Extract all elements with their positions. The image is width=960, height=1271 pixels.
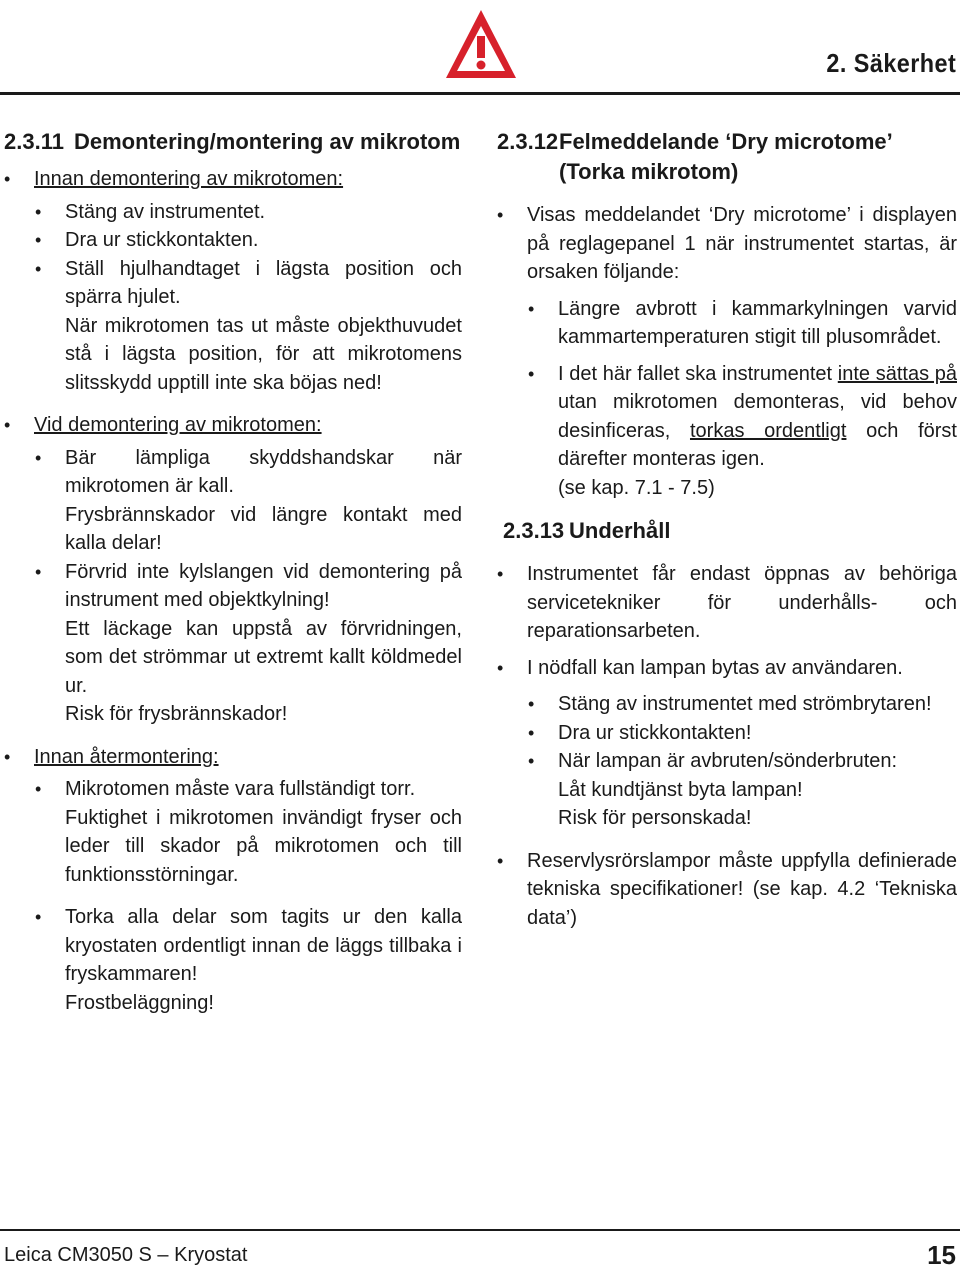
- section-number: 2.3.11: [4, 129, 64, 154]
- page-number: 15: [927, 1240, 956, 1270]
- paragraph: När mikrotomen tas ut måste objekthuvudet stå i lägsta position, för att mikrotomens slitsskydd upptill inte ska böjas ned!: [65, 314, 462, 394]
- bullet-icon: •: [528, 298, 535, 319]
- footer-product: Leica CM3050 S – Kryostat: [4, 1244, 248, 1266]
- list-item: • Stäng av instrumentet.: [4, 198, 462, 227]
- list-item: • Mikrotomen måste vara fullständigt torr.: [4, 775, 462, 804]
- bullet-icon: •: [35, 258, 42, 279]
- list-item: • Instrumentet får endast öppnas av behöriga servicetekniker för underhålls- och reparationsarbeten.: [497, 560, 957, 646]
- list-item: • Innan demontering av mikrotomen:: [4, 165, 462, 194]
- bullet-icon: •: [35, 230, 42, 250]
- header-rule: [0, 92, 960, 95]
- paragraph: Risk för personskada!: [558, 807, 752, 829]
- list-item: • I det här fallet ska instrumentet inte sättas på utan mikrotomen demonteras, vid behov desinficeras, torkas ordentligt och först därefter monteras igen.: [497, 360, 957, 474]
- bullet-icon: •: [4, 746, 11, 767]
- warning-triangle-icon: [443, 6, 519, 82]
- section-heading: Demontering/montering av mikrotom: [74, 129, 461, 154]
- list-item: • Vid demontering av mikrotomen:: [4, 411, 462, 440]
- bullet-icon: •: [528, 363, 535, 384]
- list-item: • Stäng av instrumentet med strömbrytaren!: [497, 690, 957, 719]
- bullet-icon: •: [4, 415, 11, 435]
- section-subheading: (Torka mikrotom): [559, 159, 739, 184]
- list-item: • Förvrid inte kylslangen vid demontering på instrument med objektkylning!: [4, 558, 462, 615]
- list-item: • Bär lämpliga skyddshandskar när mikrotomen är kall.: [4, 444, 462, 501]
- right-column: [497, 127, 957, 932]
- bullet-icon: •: [528, 694, 535, 714]
- paragraph: Låt kundtjänst byta lampan!: [558, 778, 803, 801]
- bullet-icon: •: [35, 201, 42, 222]
- bullet-icon: •: [497, 205, 504, 225]
- bullet-icon: •: [497, 850, 504, 871]
- section-2-3-13-title: [497, 516, 957, 546]
- section-2-3-11-title: [4, 127, 462, 157]
- list-item: • Innan återmontering:: [4, 743, 462, 772]
- bullet-icon: •: [528, 722, 535, 743]
- list-item: • Dra ur stickkontakten!: [497, 719, 957, 748]
- list-item: • Torka alla delar som tagits ur den kalla kryostaten ordentligt innan de läggs tillbaka i fryskammaren!: [4, 903, 462, 989]
- bullet-icon: •: [528, 751, 535, 771]
- paragraph: Frostbeläggning!: [65, 991, 214, 1014]
- section-header: 2. Säkerhet: [826, 48, 956, 78]
- list-item: • Dra ur stickkontakten.: [4, 226, 462, 255]
- paragraph: Ett läckage kan uppstå av förvridningen, som det strömmar ut extremt kallt köldmedel ur.: [65, 617, 462, 697]
- emphasis-underline: torkas ordentligt: [689, 419, 847, 442]
- bullet-icon: •: [497, 564, 504, 584]
- footer-rule: [0, 1229, 960, 1231]
- section-number: 2.3.13: [503, 518, 565, 543]
- emphasis-underline: inte sättas på: [837, 362, 957, 385]
- list-item: • I nödfall kan lampan bytas av användaren.: [497, 654, 957, 683]
- bullet-icon: •: [35, 779, 42, 799]
- section-2-3-12-title: [497, 127, 957, 187]
- list-item: • Visas meddelandet ‘Dry microtome’ i displayen på reglagepanel 1 när instrumentet startas, är orsaken följande:: [497, 201, 957, 287]
- section-heading: Underhåll: [569, 518, 671, 543]
- paragraph: Risk för frysbrännskador!: [65, 703, 288, 725]
- paragraph: Frysbrännskador vid längre kontakt med kalla delar!: [65, 503, 462, 554]
- section-heading: Felmeddelande ‘Dry microtome’: [559, 129, 893, 154]
- bullet-icon: •: [35, 447, 42, 468]
- list-item: • Längre avbrott i kammarkylningen varvid kammartemperaturen stigit till plusområdet.: [497, 295, 957, 352]
- cross-reference: (se kap. 7.1 - 7.5): [558, 476, 715, 499]
- bullet-icon: •: [35, 907, 42, 927]
- section-number: 2.3.12: [497, 129, 559, 154]
- paragraph: Fuktighet i mikrotomen invändigt fryser och leder till skador på mikrotomen och till funktionsstörningar.: [65, 806, 462, 886]
- list-item: • Reservlysrörslampor måste uppfylla definierade tekniska specifikationer! (se kap. 4.2 ‘Tekniska data’): [497, 847, 957, 933]
- bullet-icon: •: [35, 561, 42, 582]
- list-item: • När lampan är avbruten/sönderbruten:: [497, 747, 957, 776]
- list-item: • Ställ hjulhandtaget i lägsta position och spärra hjulet.: [4, 255, 462, 312]
- left-column: [4, 127, 462, 1017]
- bullet-icon: •: [4, 169, 11, 189]
- bullet-icon: •: [497, 657, 504, 678]
